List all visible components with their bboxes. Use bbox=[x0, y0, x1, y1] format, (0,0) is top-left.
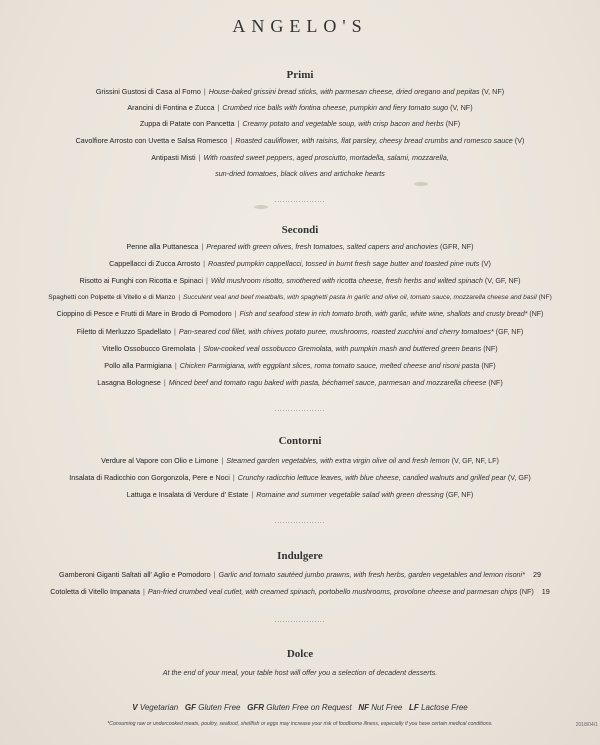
item-description: Chicken Parmigiana, with eggplant slices, roma tomato sauce, melted cheese and risoni pasta bbox=[179, 361, 480, 370]
menu-item: Verdure al Vapore con Olio e Limone | Steamed garden vegetables, with extra virgin olive oil and fresh lemon (V, GF, NF, LF) bbox=[101, 456, 499, 465]
item-name: Risotto ai Funghi con Ricotta e Spinaci bbox=[79, 276, 203, 285]
item-name: Cappellacci di Zucca Arrosto bbox=[109, 259, 201, 268]
legend-code: NF bbox=[358, 703, 370, 712]
item-tags: (NF) bbox=[519, 587, 534, 596]
item-description: Wild mushroom risotto, smothered with ricotta cheese, fresh herbs and wilted spinach bbox=[210, 276, 483, 285]
menu-item: Lasagna Bolognese | Minced beef and tomato ragu baked with pasta, béchamel sauce, parmesan and mozzarella cheese (NF) bbox=[97, 378, 503, 387]
menu-item: Lattuga e Insalata di Verdure d' Estate | Romaine and summer vegetable salad with green dressing (GF, NF) bbox=[126, 490, 474, 499]
menu-item: Gamberoni Giganti Saltati all' Aglio e Pomodoro | Garlic and tomato sautéed jumbo prawns, with fresh herbs, garden vegetables and lemon risoni* 29 bbox=[59, 570, 541, 579]
item-description: With roasted sweet peppers, aged prosciutto, mortadella, salami, mozzarella, bbox=[203, 153, 449, 162]
item-tags: (GF, NF) bbox=[495, 327, 524, 336]
menu-item: Grissini Gustosi di Casa al Forno | House-baked grissini bread sticks, with parmesan cheese, dried oregano and pepitas (V, NF) bbox=[95, 87, 505, 96]
section-separator: ................... bbox=[274, 198, 326, 204]
item-description: Pan-fried crumbed veal cutlet, with creamed spinach, portobello mushrooms, provolone cheese and parmesan chips bbox=[147, 587, 518, 596]
item-tags: (V) bbox=[481, 259, 491, 268]
item-tags: (NF) bbox=[538, 294, 552, 301]
legend-code: GF bbox=[184, 703, 196, 712]
menu-item: Antipasti Misti | With roasted sweet peppers, aged prosciutto, mortadella, salami, mozzarella, bbox=[151, 153, 449, 162]
menu-item: Insalata di Radicchio con Gorgonzola, Pere e Noci | Crunchy radicchio lettuce leaves, with blue cheese, candied walnuts and grilled pear (V, GF) bbox=[69, 473, 531, 482]
menu-item: Cavolfiore Arrosto con Uvetta e Salsa Romesco | Roasted cauliflower, with raisins, flat parsley, cheesy bread crumbs and romesco sauce (V) bbox=[75, 136, 525, 145]
legend-code: LF bbox=[409, 703, 419, 712]
item-description: Roasted pumpkin cappellacci, tossed in burnt fresh sage butter and toasted pine nuts bbox=[208, 259, 480, 268]
menu-item: Penne alla Puttanesca | Prepared with green olives, fresh tomatoes, salted capers and anchovies (GFR, NF) bbox=[126, 242, 474, 251]
item-description: Garlic and tomato sautéed jumbo prawns, with fresh herbs, garden vegetables and lemon risoni* bbox=[218, 570, 525, 579]
menu-item: Risotto ai Funghi con Ricotta e Spinaci | Wild mushroom risotto, smothered with ricotta cheese, fresh herbs and wilted spinach (V, GF, NF) bbox=[79, 276, 521, 285]
item-name: Spaghetti con Polpette di Vitello e di Manzo bbox=[48, 294, 176, 301]
item-tags: (GF, NF) bbox=[445, 490, 474, 499]
item-name: Lattuga e Insalata di Verdure d' Estate bbox=[126, 490, 249, 499]
menu-item: Vitello Ossobucco Gremolata | Slow-cooked veal ossobucco Gremolata, with pumpkin mash and buttered green beans (NF) bbox=[102, 344, 498, 353]
item-name: Zuppa di Patate con Pancetta bbox=[139, 119, 235, 128]
section-separator: ................... bbox=[274, 519, 326, 525]
item-description: Pan-seared cod fillet, with chives potato puree, mushrooms, roasted zucchini and cherry tomatoes* bbox=[178, 327, 494, 336]
item-name: Lasagna Bolognese bbox=[97, 378, 161, 387]
paper-smudge bbox=[254, 205, 268, 209]
item-description: Roasted cauliflower, with raisins, flat parsley, cheesy bread crumbs and romesco sauce bbox=[235, 136, 513, 145]
item-name: Grissini Gustosi di Casa al Forno bbox=[95, 87, 201, 96]
health-footnote: *Consuming raw or undercooked meats, poultry, seafood, shellfish or eggs may increase your risk of foodborne illness, especially if you have certain medical conditions. bbox=[107, 721, 493, 727]
item-tags: (NF) bbox=[529, 311, 544, 318]
item-description: Romaine and summer vegetable salad with green dressing bbox=[256, 490, 444, 499]
menu-item: Cappellacci di Zucca Arrosto | Roasted pumpkin cappellacci, tossed in burnt fresh sage butter and toasted pine nuts (V) bbox=[109, 259, 491, 268]
item-name: Vitello Ossobucco Gremolata bbox=[102, 344, 196, 353]
item-description: Fish and seafood stew in rich tomato broth, with garlic, white wine, shallots and crusty bread* bbox=[239, 311, 528, 318]
item-price: 29 bbox=[532, 570, 541, 579]
legend-code: GFR bbox=[247, 703, 265, 712]
item-tags: (NF) bbox=[445, 119, 461, 128]
menu-item: Cotoletta di Vitello Impanata | Pan-fried crumbed veal cutlet, with creamed spinach, portobello mushrooms, provolone cheese and parmesan chips (NF) 19 bbox=[50, 587, 550, 596]
item-name: Antipasti Misti bbox=[151, 153, 196, 162]
item-description: House-baked grissini bread sticks, with parmesan cheese, dried oregano and pepitas bbox=[208, 87, 480, 96]
section-title-dolce: Dolce bbox=[286, 648, 314, 660]
legend-label: Gluten Free on Request bbox=[266, 703, 352, 712]
menu-item: Filetto di Merluzzo Spadellato | Pan-seared cod fillet, with chives potato puree, mushrooms, roasted zucchini and cherry tomatoes* (GF, NF) bbox=[76, 327, 524, 336]
item-tags: (NF) bbox=[481, 361, 496, 370]
item-description: Slow-cooked veal ossobucco Gremolata, with pumpkin mash and buttered green beans bbox=[203, 344, 482, 353]
item-description: Crunchy radicchio lettuce leaves, with blue cheese, candied walnuts and grilled pear bbox=[237, 473, 506, 482]
item-name: Filetto di Merluzzo Spadellato bbox=[76, 327, 172, 336]
paper-smudge bbox=[414, 182, 428, 186]
item-name: Cavolfiore Arrosto con Uvetta e Salsa Romesco bbox=[75, 136, 228, 145]
legend-label: Gluten Free bbox=[198, 703, 241, 712]
item-name: Cioppino di Pesce e Frutti di Mare in Brodo di Pomodoro bbox=[56, 311, 232, 318]
item-tags: (NF) bbox=[488, 378, 503, 387]
date-stamp: 2018/04/1 bbox=[575, 722, 598, 728]
item-tags: (V, GF, NF, LF) bbox=[451, 456, 499, 465]
section-separator: ................... bbox=[274, 618, 326, 624]
legend-label: Vegetarian bbox=[139, 703, 179, 712]
restaurant-name: ANGELO'S bbox=[232, 16, 368, 36]
section-title-secondi: Secondi bbox=[281, 224, 319, 236]
menu-item: Cioppino di Pesce e Frutti di Mare in Brodo di Pomodoro | Fish and seafood stew in rich tomato broth, with garlic, white wine, shallots and crusty bread* (NF) bbox=[56, 311, 544, 318]
item-description: Creamy potato and vegetable soup, with crisp bacon and herbs bbox=[242, 119, 444, 128]
item-tags: (V, GF) bbox=[507, 473, 531, 482]
dolce-text bbox=[0, 668, 600, 678]
item-name: Verdure al Vapore con Olio e Limone bbox=[101, 456, 219, 465]
menu-item: Spaghetti con Polpette di Vitello e di Manzo | Succulent veal and beef meatballs, with spaghetti pasta in garlic and olive oil, tomato sauce, mozzarella cheese and basil (NF) bbox=[48, 294, 552, 301]
item-description: Crumbed rice balls with fontina cheese, pumpkin and fiery tomato sugo bbox=[222, 103, 449, 112]
item-description: sun-dried tomatoes, black olives and artichoke hearts bbox=[215, 169, 385, 178]
menu-item: Arancini di Fontina e Zucca | Crumbed rice balls with fontina cheese, pumpkin and fiery tomato sugo (V, NF) bbox=[127, 103, 473, 112]
item-description: Minced beef and tomato ragu baked with pasta, béchamel sauce, parmesan and mozzarella cheese bbox=[168, 378, 487, 387]
item-tags: (V) bbox=[514, 136, 525, 145]
item-name: Penne alla Puttanesca bbox=[126, 242, 199, 251]
item-name: Pollo alla Parmigiana bbox=[104, 361, 172, 370]
section-title-contorni: Contorni bbox=[278, 435, 322, 447]
item-price: 19 bbox=[541, 587, 550, 596]
section-title-indulgere: Indulgere bbox=[277, 550, 323, 562]
item-description: Succulent veal and beef meatballs, with spaghetti pasta in garlic and olive oil, tomato sauce, mozzarella cheese and basil bbox=[183, 294, 537, 301]
item-tags: (V, GF, NF) bbox=[484, 276, 521, 285]
item-name: Gamberoni Giganti Saltati all' Aglio e Pomodoro bbox=[59, 570, 211, 579]
section-separator: ................... bbox=[274, 407, 326, 413]
legend-label: Lactose Free bbox=[421, 703, 468, 712]
dolce-description: At the end of your meal, your table host will offer you a selection of decadent desserts. bbox=[162, 668, 438, 677]
menu-item: Pollo alla Parmigiana | Chicken Parmigiana, with eggplant slices, roma tomato sauce, melted cheese and risoni pasta (NF) bbox=[104, 361, 496, 370]
item-name: Cotoletta di Vitello Impanata bbox=[50, 587, 140, 596]
item-tags: (NF) bbox=[483, 344, 498, 353]
item-tags: (GFR, NF) bbox=[440, 242, 474, 251]
legend-label: Nut Free bbox=[371, 703, 403, 712]
menu-item-continuation bbox=[0, 169, 600, 179]
dietary-legend bbox=[0, 703, 600, 712]
item-tags: (V, NF) bbox=[450, 103, 473, 112]
item-name: Insalata di Radicchio con Gorgonzola, Pere e Noci bbox=[69, 473, 230, 482]
item-description: Steamed garden vegetables, with extra virgin olive oil and fresh lemon bbox=[226, 456, 450, 465]
section-title-primi: Primi bbox=[286, 69, 314, 81]
item-name: Arancini di Fontina e Zucca bbox=[127, 103, 215, 112]
item-description: Prepared with green olives, fresh tomatoes, salted capers and anchovies bbox=[206, 242, 438, 251]
menu-item: Zuppa di Patate con Pancetta | Creamy potato and vegetable soup, with crisp bacon and herbs (NF) bbox=[139, 119, 461, 128]
item-tags: (V, NF) bbox=[481, 87, 505, 96]
legend-code: V bbox=[132, 703, 138, 712]
